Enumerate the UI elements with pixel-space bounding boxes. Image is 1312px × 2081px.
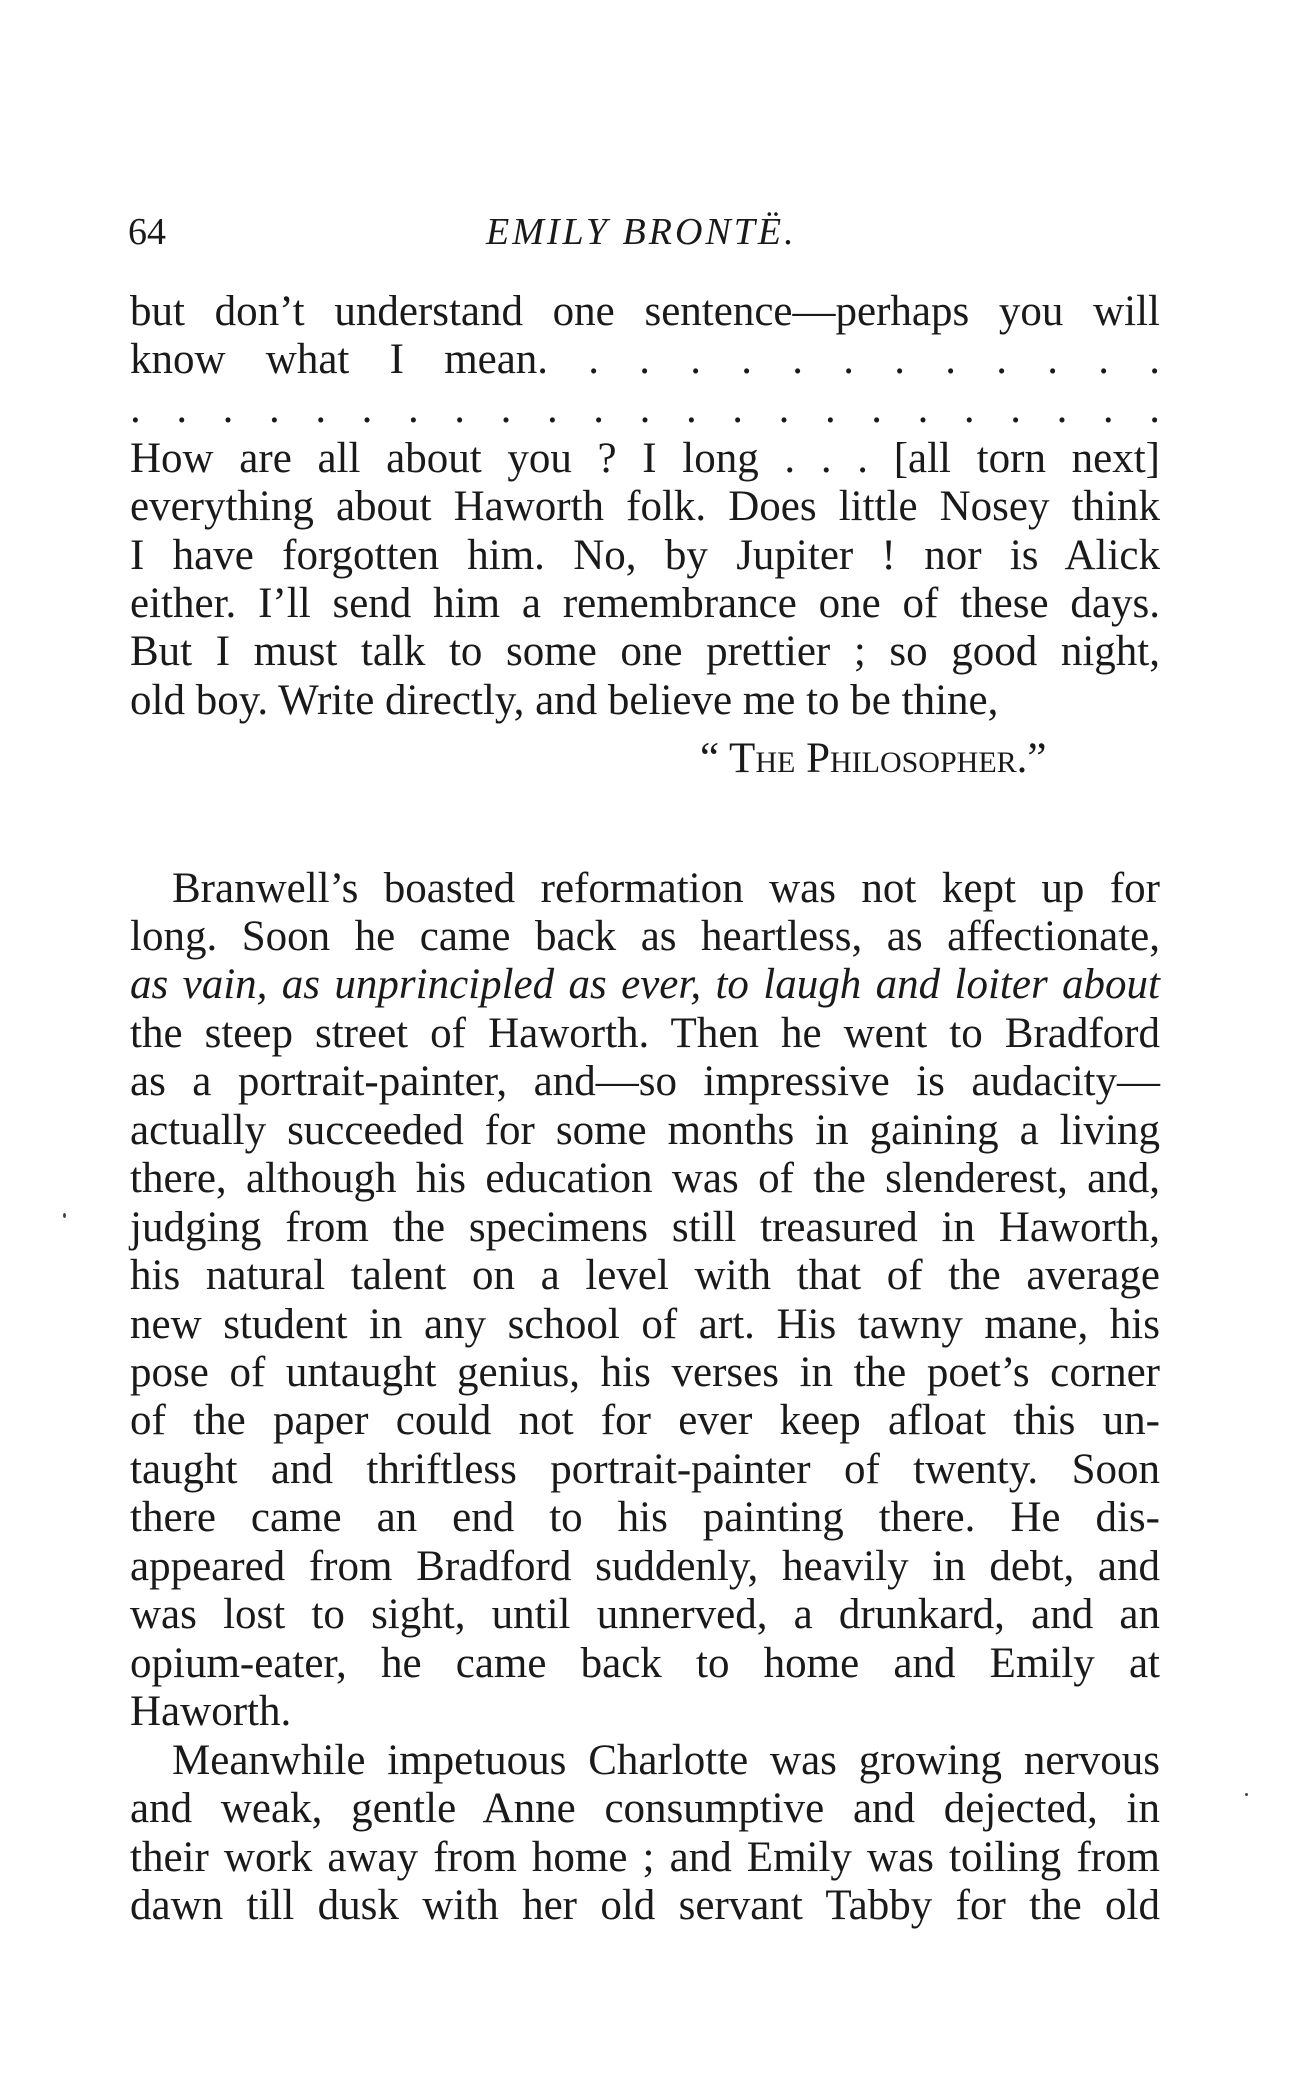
paragraph-line: dawn till dusk with her old servant Tabby for the old [130, 1882, 1160, 1929]
paragraph-line: Branwell’s boasted reformation was not kept up for [172, 865, 1160, 912]
paragraph-line: taught and thriftless portrait-painter of twenty. Soon [130, 1446, 1160, 1493]
paragraph-line: opium-eater, he came back to home and Emily at [130, 1640, 1160, 1687]
paragraph-line: Haworth. [130, 1688, 292, 1735]
paragraph-line: Meanwhile impetuous Charlotte was growing nervous [172, 1737, 1160, 1784]
letter-line: . . . . . . . . . . . . . . . . . . . . . . . [130, 385, 1160, 432]
letter-line: everything about Haworth folk. Does little Nosey think [130, 483, 1160, 530]
paragraph-line: actually succeeded for some months in gaining a living [130, 1107, 1160, 1154]
paragraph-line: his natural talent on a level with that of the average [130, 1252, 1160, 1299]
paragraph-line: as vain, as unprincipled as ever, to laugh and loiter about [130, 961, 1160, 1008]
paragraph-line: judging from the specimens still treasured in Haworth, [130, 1204, 1160, 1251]
paragraph-line: there, although his education was of the slenderest, and, [130, 1155, 1160, 1202]
paragraph-line: of the paper could not for ever keep afloat this un- [130, 1397, 1160, 1444]
paragraph-line: new student in any school of art. His tawny mane, his [130, 1301, 1160, 1348]
running-title: EMILY BRONTË. [486, 211, 797, 253]
paragraph-line: was lost to sight, until unnerved, a drunkard, and an [130, 1591, 1160, 1638]
letter-line: old boy. Write directly, and believe me to be thine, [130, 677, 999, 724]
paragraph-line: there came an end to his painting there. He dis- [130, 1494, 1160, 1541]
paragraph-line: the steep street of Haworth. Then he went to Bradford [130, 1010, 1160, 1057]
paragraph-line: their work away from home ; and Emily was toiling from [130, 1834, 1160, 1881]
print-speck [1245, 1793, 1248, 1796]
letter-signature: “ The Philosopher.” [700, 735, 1047, 782]
paragraph-line: as a portrait-painter, and—so impressive is audacity— [130, 1058, 1160, 1105]
letter-line: either. I’ll send him a remembrance one of these days. [130, 580, 1160, 627]
paragraph-line: pose of untaught genius, his verses in the poet’s corner [130, 1349, 1160, 1396]
paragraph-line: long. Soon he came back as heartless, as affectionate, [130, 913, 1160, 960]
letter-line: I have forgotten him. No, by Jupiter ! nor is Alick [130, 532, 1160, 579]
letter-line: How are all about you ? I long . . . [all torn next] [130, 435, 1160, 482]
page-number: 64 [128, 211, 166, 253]
letter-line: but don’t understand one sentence—perhaps you will [130, 288, 1160, 335]
paragraph-line: appeared from Bradford suddenly, heavily in debt, and [130, 1543, 1160, 1590]
print-speck [63, 1213, 66, 1218]
letter-line: But I must talk to some one prettier ; so good night, [130, 628, 1160, 675]
letter-line: know what I mean. . . . . . . . . . . . . [130, 336, 1160, 383]
paragraph-line: and weak, gentle Anne consumptive and dejected, in [130, 1785, 1160, 1832]
